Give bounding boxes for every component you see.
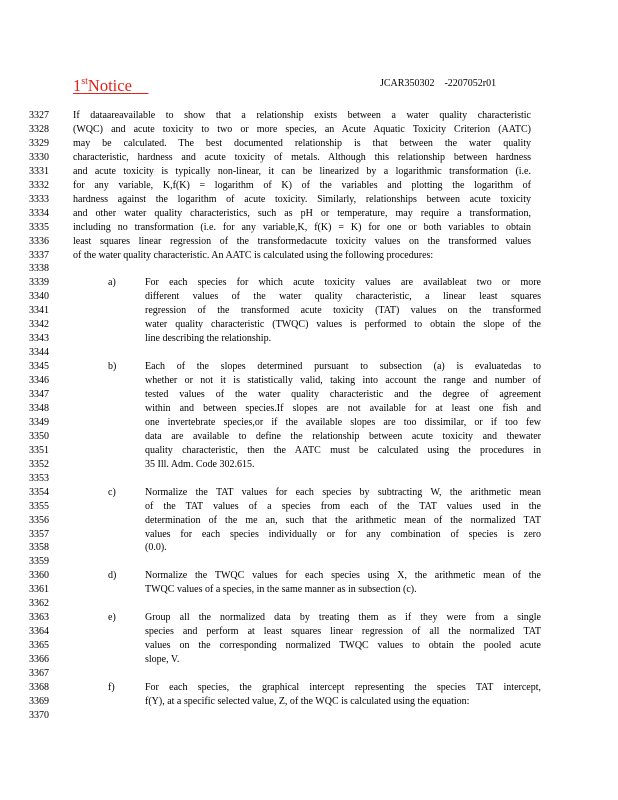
- text-line: Each of the slopes determined pursuant to subsection (a) is evaluatedas to: [145, 361, 541, 372]
- line-number: 3355: [29, 501, 49, 512]
- text-line: may be calculated. The best documented relationship is that between the water quality: [73, 138, 531, 149]
- text-line: one invertebrate species,or if the available slopes are too dissimilar, or if too few: [145, 417, 541, 428]
- line-number: 3366: [29, 654, 49, 665]
- line-number: 3341: [29, 305, 49, 316]
- line-number: 3362: [29, 598, 49, 609]
- line-number: 3351: [29, 445, 49, 456]
- list-item-label: a): [108, 277, 116, 288]
- line-number: 3333: [29, 194, 49, 205]
- line-number: 3347: [29, 389, 49, 400]
- line-number: 3343: [29, 333, 49, 344]
- notice-heading: [73, 72, 148, 96]
- list-item-label: c): [108, 487, 116, 498]
- text-line: data are available to define the relationship between acute toxicity and thewater: [145, 431, 541, 442]
- list-item-label: e): [108, 612, 116, 623]
- text-line: (WQC) and acute toxicity to two or more species, an Acute Aquatic Toxicity Criterion (AATC): [73, 124, 531, 135]
- text-line: and acute toxicity is typically non-linear, it can be linearized by a logarithmic transformation (i.e.: [73, 166, 531, 177]
- text-line: of the water quality characteristic. An AATC is calculated using the following procedures:: [73, 250, 434, 261]
- text-line: For each species, the graphical intercept representing the species TAT intercept,: [145, 682, 541, 693]
- text-line: Normalize the TWQC values for each species using X, the arithmetic mean of the: [145, 570, 541, 581]
- line-number: 3370: [29, 710, 49, 721]
- line-number: 3361: [29, 584, 49, 595]
- text-line: water quality characteristic (TWQC) values is performed to obtain the slope of the: [145, 319, 541, 330]
- line-number: 3346: [29, 375, 49, 386]
- line-number: 3338: [29, 263, 49, 274]
- line-number: 3335: [29, 222, 49, 233]
- document-code: JCAR350302 -2207052r01: [380, 78, 497, 89]
- line-number: 3369: [29, 696, 49, 707]
- line-number: 3350: [29, 431, 49, 442]
- notice-word: Notice: [87, 76, 132, 95]
- line-number: 3339: [29, 277, 49, 288]
- line-number: 3342: [29, 319, 49, 330]
- text-line: including no transformation (i.e. for any variable,K, f(K) = K) for one or both variables to obtain: [73, 222, 531, 233]
- list-item-label: f): [108, 682, 115, 693]
- line-number: 3364: [29, 626, 49, 637]
- text-line: of the TAT values of a species from each of the TAT values used in the: [145, 501, 541, 512]
- text-line: whether or not it is statistically valid, taking into account the range and number of: [145, 375, 541, 386]
- line-number: 3330: [29, 152, 49, 163]
- text-line: values on the corresponding normalized TWQC values to obtain the pooled acute: [145, 640, 541, 651]
- notice-underline-trail: [132, 76, 149, 95]
- text-line: (0.0).: [145, 542, 167, 553]
- line-number: 3365: [29, 640, 49, 651]
- line-number: 3363: [29, 612, 49, 623]
- text-line: characteristic, hardness and acute toxicity of metals. Although this relationship between hardness: [73, 152, 531, 163]
- text-line: quality characteristic, then the AATC must be calculated using the procedures in: [145, 445, 541, 456]
- line-number: 3368: [29, 682, 49, 693]
- line-number: 3359: [29, 556, 49, 567]
- text-line: for any variable, K,f(K) = logarithm of K) of the variables and plotting the logarithm of: [73, 180, 531, 191]
- text-line: f(Y), at a specific selected value, Z, of the WQC is calculated using the equation:: [145, 696, 470, 707]
- text-line: different values of the water quality characteristic, a linear least squares: [145, 291, 541, 302]
- text-line: Group all the normalized data by treating them as if they were from a single: [145, 612, 541, 623]
- line-number: 3327: [29, 110, 49, 121]
- line-number: 3367: [29, 668, 49, 679]
- text-line: species and perform at least squares linear regression of all the normalized TAT: [145, 626, 541, 637]
- text-line: values for each species individually or for any combination of species is zero: [145, 529, 541, 540]
- list-item-label: d): [108, 570, 117, 581]
- line-number: 3358: [29, 542, 49, 553]
- line-number: 3356: [29, 515, 49, 526]
- line-number: 3352: [29, 459, 49, 470]
- text-line: determination of the me an, such that the arithmetic mean of the normalized TAT: [145, 515, 541, 526]
- text-line: and other water quality characteristics, such as pH or temperature, may require a transformation,: [73, 208, 531, 219]
- line-number: 3353: [29, 473, 49, 484]
- line-number: 3357: [29, 529, 49, 540]
- text-line: For each species for which acute toxicity values are availableat two or more: [145, 277, 541, 288]
- text-line: within and between species.If slopes are not available for at least one fish and: [145, 403, 541, 414]
- line-number: 3328: [29, 124, 49, 135]
- notice-ordinal-suffix: st: [81, 76, 88, 87]
- text-line: regression of the transformed acute toxicity (TAT) values on the transformed: [145, 305, 541, 316]
- line-number: 3336: [29, 236, 49, 247]
- line-number: 3354: [29, 487, 49, 498]
- text-line: 35 Ill. Adm. Code 302.615.: [145, 459, 255, 470]
- list-item-label: b): [108, 361, 117, 372]
- text-line: If dataareavailable to show that a relationship exists between a water quality characteristic: [73, 110, 531, 121]
- text-line: TWQC values of a species, in the same manner as in subsection (c).: [145, 584, 417, 595]
- text-line: Normalize the TAT values for each species by subtracting W, the arithmetic mean: [145, 487, 541, 498]
- line-number: 3340: [29, 291, 49, 302]
- line-number: 3360: [29, 570, 49, 581]
- line-number: 3337: [29, 250, 49, 261]
- line-number: 3334: [29, 208, 49, 219]
- text-line: line describing the relationship.: [145, 333, 272, 344]
- line-number: 3331: [29, 166, 49, 177]
- line-number: 3345: [29, 361, 49, 372]
- line-number: 3329: [29, 138, 49, 149]
- text-line: tested values of the water quality characteristic and the degree of agreement: [145, 389, 541, 400]
- text-line: hardness against the logarithm of acute toxicity. Similarly, relationships between acute toxicity: [73, 194, 531, 205]
- line-number: 3349: [29, 417, 49, 428]
- line-number: 3344: [29, 347, 49, 358]
- notice-number: 1: [73, 76, 82, 95]
- text-line: slope, V.: [145, 654, 180, 665]
- line-number: 3348: [29, 403, 49, 414]
- text-line: least squares linear regression of the transformedacute toxicity values on the transformed values: [73, 236, 531, 247]
- line-number: 3332: [29, 180, 49, 191]
